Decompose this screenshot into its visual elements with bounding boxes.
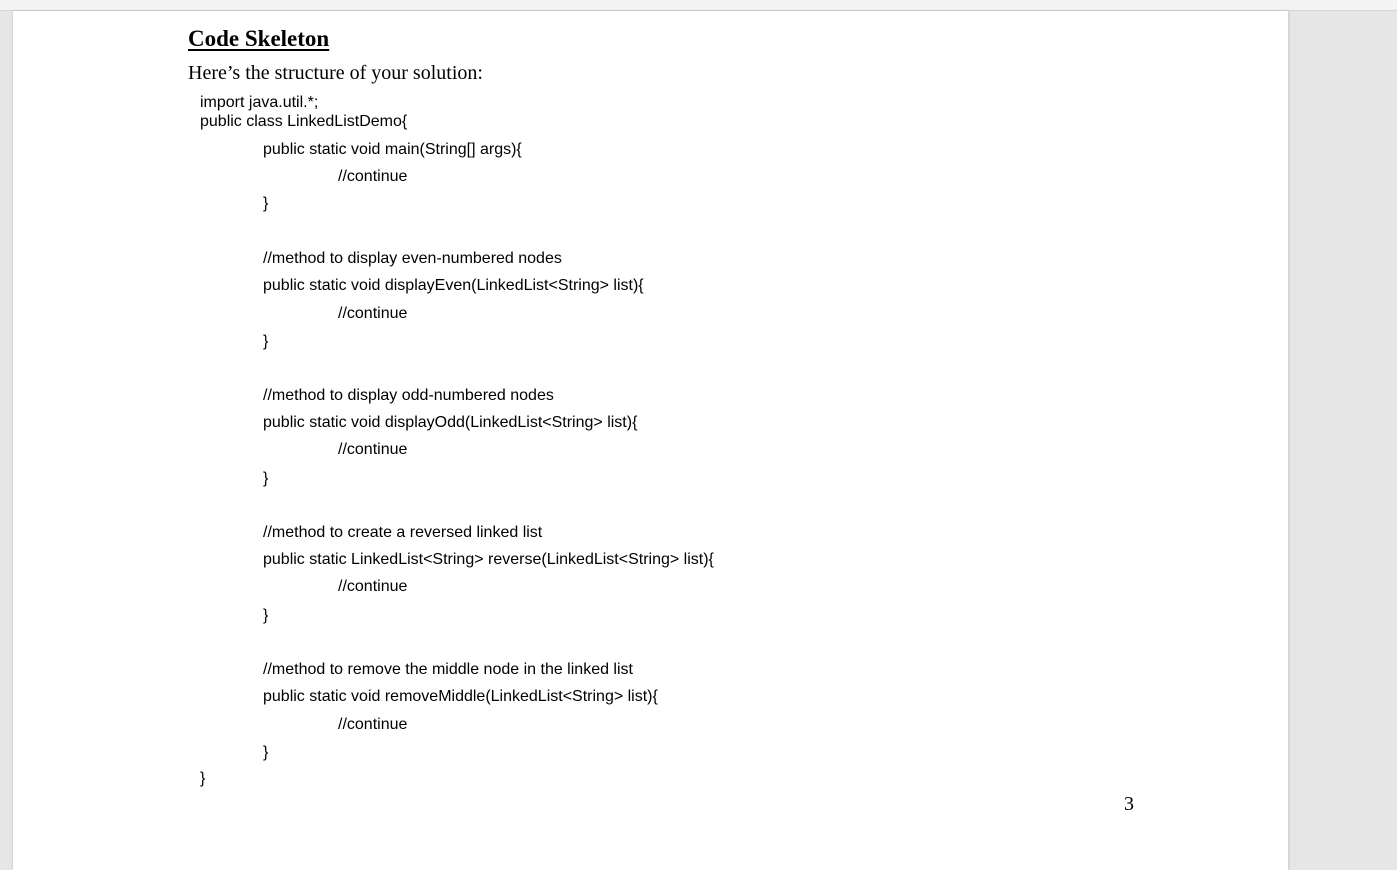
code-line-reverse-comment: //method to create a reversed linked list: [263, 524, 543, 541]
code-line-remove-body: //continue: [338, 716, 408, 733]
code-line-even-comment: //method to display even-numbered nodes: [263, 250, 562, 267]
code-line-main-signature: public static void main(String[] args){: [263, 141, 522, 158]
code-line-reverse-body: //continue: [338, 578, 408, 595]
code-line-reverse-close: }: [263, 607, 269, 624]
code-line-odd-comment: //method to display odd-numbered nodes: [263, 387, 554, 404]
code-line-odd-close: }: [263, 470, 269, 487]
code-line-even-signature: public static void displayEven(LinkedList<String> list){: [263, 277, 644, 294]
code-line-even-body: //continue: [338, 305, 408, 322]
code-line-class-close: }: [200, 770, 206, 787]
code-line-remove-signature: public static void removeMiddle(LinkedList<String> list){: [263, 688, 658, 705]
code-line-even-close: }: [263, 333, 269, 350]
code-line-odd-body: //continue: [338, 441, 408, 458]
document-page: [13, 11, 1288, 870]
code-line-main-close: }: [263, 195, 269, 212]
code-line-import: import java.util.*;: [200, 94, 319, 111]
viewer-top-bar: [0, 0, 1397, 11]
code-line-remove-comment: //method to remove the middle node in the linked list: [263, 661, 633, 678]
section-heading: Code Skeleton: [188, 26, 330, 51]
code-line-odd-signature: public static void displayOdd(LinkedList<String> list){: [263, 414, 638, 431]
intro-text: Here’s the structure of your solution:: [188, 62, 483, 84]
code-line-main-body: //continue: [338, 168, 408, 185]
code-line-class-declaration: public class LinkedListDemo{: [200, 113, 408, 130]
page-number: 3: [1124, 793, 1134, 815]
code-line-remove-close: }: [263, 744, 269, 761]
code-line-reverse-signature: public static LinkedList<String> reverse(LinkedList<String> list){: [263, 551, 714, 568]
